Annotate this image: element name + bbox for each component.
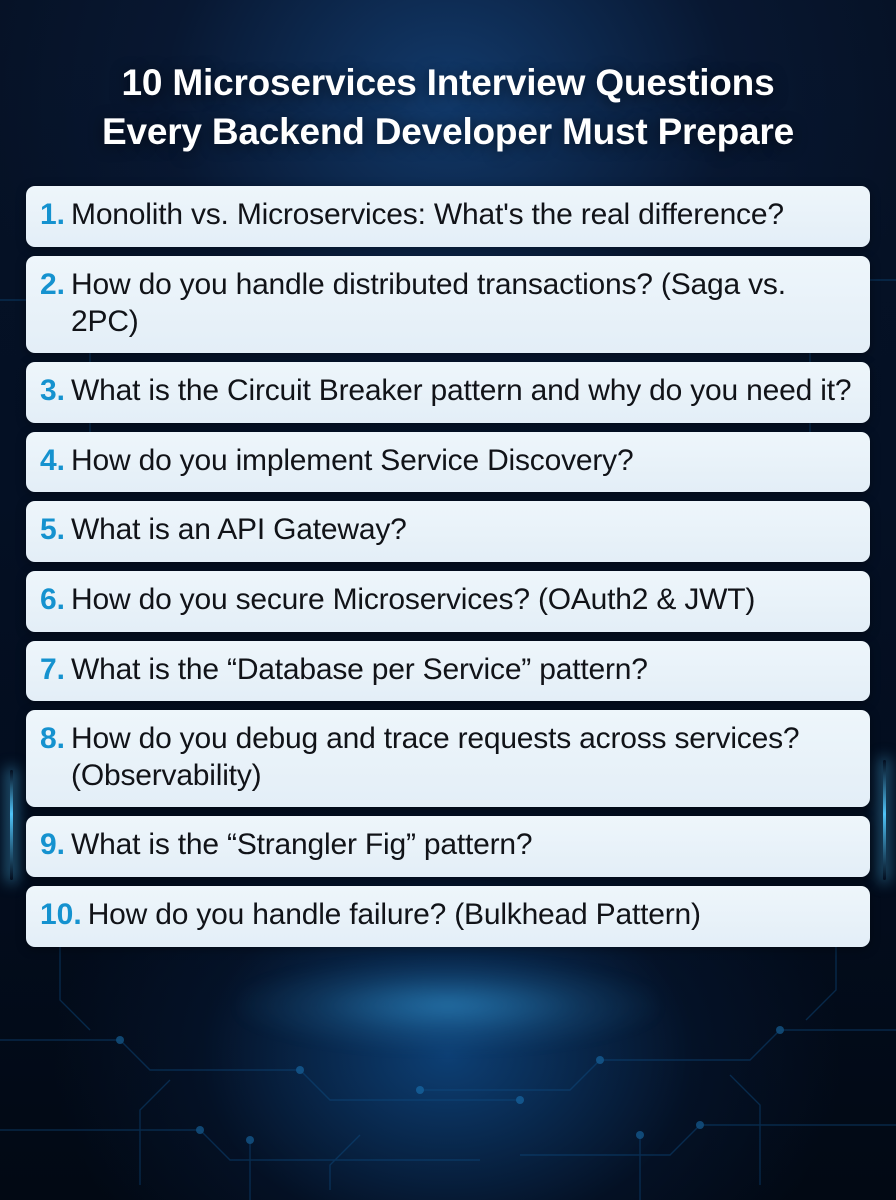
right-glow-accent (883, 760, 886, 880)
list-item (26, 816, 870, 877)
list-item-number: 7. (40, 652, 66, 686)
list-item-number: 1. (40, 198, 66, 232)
page-title-line-2: Every Backend Developer Must Prepare (101, 111, 794, 153)
list-item-text: What is the “Strangler Fig” pattern? (71, 828, 533, 862)
list-item-number: 4. (40, 443, 66, 477)
list-item-number: 5. (40, 513, 66, 547)
list-item (26, 362, 870, 423)
list-item (26, 641, 870, 702)
questions-list (26, 186, 870, 946)
list-item-text: How do you debug and trace requests across services? (Observability) (71, 722, 800, 792)
list-item (26, 886, 870, 947)
bottom-glow-accent (238, 960, 658, 1050)
list-item (26, 710, 870, 807)
list-item-text: How do you handle failure? (Bulkhead Pattern) (87, 897, 701, 931)
page-title-line-1: 10 Microservices Interview Questions (121, 62, 775, 103)
list-item (26, 432, 870, 493)
list-item-text: What is the Circuit Breaker pattern and why do you need it? (71, 374, 852, 408)
list-item-text: How do you implement Service Discovery? (71, 443, 634, 477)
list-item (26, 186, 870, 247)
list-item (26, 256, 870, 353)
list-item-text: Monolith vs. Microservices: What's the real difference? (71, 198, 784, 232)
list-item-number: 2. (40, 268, 66, 301)
list-item-number: 3. (40, 374, 66, 408)
list-item-number: 6. (40, 582, 66, 616)
list-item (26, 501, 870, 562)
list-item-text: How do you handle distributed transactions? (Saga vs. 2PC) (71, 268, 786, 338)
list-item-number: 10. (40, 897, 82, 931)
list-item-number: 9. (40, 828, 66, 862)
list-item (26, 571, 870, 632)
list-item-text: What is an API Gateway? (71, 513, 407, 547)
list-item-number: 8. (40, 722, 66, 756)
page-title (0, 0, 896, 156)
list-item-text: How do you secure Microservices? (OAuth2 & JWT) (71, 582, 756, 616)
left-glow-accent (10, 770, 13, 880)
list-item-text: What is the “Database per Service” pattern? (71, 652, 648, 686)
